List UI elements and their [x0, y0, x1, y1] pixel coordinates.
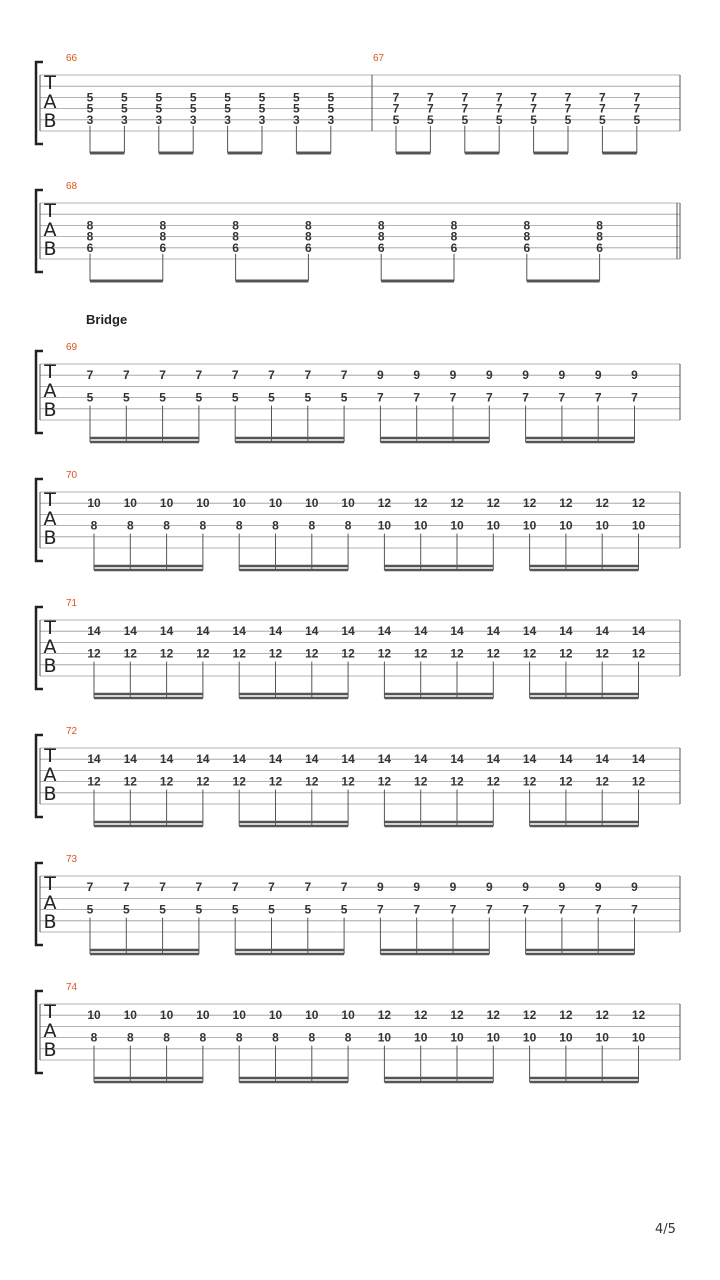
fret-number: 5 [340, 390, 348, 405]
fret-number: 6 [86, 240, 94, 255]
fret-number: 10 [486, 518, 500, 533]
measure-number: 68 [66, 181, 78, 192]
fret-number: 14 [87, 624, 101, 639]
fret-number: 5 [159, 902, 166, 917]
tab-clef-letter: B [43, 783, 57, 805]
fret-number: 7 [392, 90, 400, 105]
fret-number: 8 [272, 518, 279, 533]
fret-number: 7 [122, 880, 130, 895]
fret-number: 12 [559, 774, 573, 789]
fret-number: 12 [196, 646, 210, 661]
fret-number: 5 [293, 90, 300, 105]
fret-number: 8 [344, 1030, 352, 1045]
fret-number: 7 [599, 90, 606, 105]
fret-number: 7 [449, 390, 457, 405]
fret-number: 10 [87, 496, 101, 511]
fret-number: 8 [232, 229, 239, 244]
fret-number: 9 [377, 368, 384, 383]
fret-number: 9 [413, 368, 421, 383]
fret-number: 7 [594, 902, 602, 917]
tab-clef-letter: A [43, 219, 57, 241]
fret-number: 5 [189, 90, 197, 105]
fret-number: 3 [86, 112, 94, 127]
fret-number: 7 [461, 90, 469, 105]
fret-number: 7 [631, 390, 638, 405]
fret-number: 5 [258, 101, 266, 116]
fret-number: 8 [450, 229, 458, 244]
fret-number: 14 [232, 624, 246, 639]
fret-number: 14 [377, 752, 392, 767]
fret-number: 12 [196, 774, 210, 789]
fret-number: 5 [327, 101, 335, 116]
fret-number: 10 [268, 1008, 283, 1023]
fret-number: 14 [522, 752, 537, 767]
tab-clef-letter: T [44, 1001, 56, 1023]
fret-number: 5 [155, 90, 163, 105]
fret-number: 7 [633, 90, 641, 105]
fret-number: 8 [235, 1030, 243, 1045]
fret-number: 9 [449, 368, 457, 383]
fret-number: 8 [344, 518, 352, 533]
fret-number: 7 [485, 390, 493, 405]
fret-number: 12 [559, 496, 573, 511]
fret-number: 8 [523, 218, 531, 233]
fret-number: 10 [631, 518, 646, 533]
fret-number: 10 [595, 1030, 609, 1045]
fret-number: 8 [305, 229, 312, 244]
fret-number: 12 [595, 1008, 609, 1023]
fret-number: 9 [558, 880, 566, 895]
fret-number: 7 [392, 101, 400, 116]
fret-number: 7 [231, 880, 239, 895]
fret-number: 8 [199, 1030, 207, 1045]
fret-number: 12 [486, 774, 500, 789]
fret-number: 8 [272, 1030, 279, 1045]
fret-number: 6 [377, 240, 385, 255]
tab-clef-letter: T [44, 745, 56, 767]
fret-number: 14 [486, 752, 500, 767]
fret-number: 7 [449, 902, 457, 917]
fret-number: 14 [522, 624, 537, 639]
fret-number: 10 [631, 1030, 646, 1045]
fret-number: 5 [231, 902, 239, 917]
tab-clef-letter: A [43, 91, 57, 113]
fret-number: 10 [341, 496, 355, 511]
fret-number: 8 [90, 1030, 98, 1045]
fret-number: 7 [485, 902, 493, 917]
fret-number: 5 [427, 112, 434, 127]
fret-number: 7 [631, 902, 638, 917]
fret-number: 12 [595, 496, 609, 511]
fret-number: 7 [530, 101, 537, 116]
fret-number: 7 [340, 368, 348, 383]
fret-number: 12 [377, 774, 392, 789]
fret-number: 12 [414, 1008, 428, 1023]
fret-number: 12 [159, 774, 174, 789]
fret-number: 10 [522, 1030, 537, 1045]
fret-number: 5 [530, 112, 537, 127]
fret-number: 12 [414, 496, 428, 511]
fret-number: 5 [86, 101, 94, 116]
fret-number: 7 [304, 880, 312, 895]
fret-number: 5 [340, 902, 348, 917]
fret-number: 7 [633, 101, 641, 116]
fret-number: 3 [293, 112, 300, 127]
fret-number: 14 [159, 624, 174, 639]
fret-number: 7 [522, 902, 529, 917]
fret-number: 10 [268, 496, 283, 511]
fret-number: 6 [596, 240, 603, 255]
tab-clef-letter: T [44, 72, 56, 94]
fret-number: 6 [232, 240, 239, 255]
fret-number: 12 [377, 1008, 392, 1023]
fret-number: 14 [159, 752, 174, 767]
fret-number: 12 [123, 646, 137, 661]
fret-number: 7 [268, 368, 275, 383]
fret-number: 7 [461, 101, 469, 116]
fret-number: 7 [268, 880, 275, 895]
tab-clef-letter: T [44, 873, 56, 895]
tab-clef-letter: A [43, 636, 57, 658]
fret-number: 6 [305, 240, 312, 255]
fret-number: 3 [327, 112, 335, 127]
fret-number: 8 [450, 218, 458, 233]
fret-number: 5 [195, 902, 203, 917]
measure-number: 66 [66, 53, 78, 64]
fret-number: 5 [327, 90, 335, 105]
tab-clef-letter: A [43, 764, 57, 786]
measure-number: 70 [66, 470, 78, 481]
fret-number: 9 [558, 368, 566, 383]
measure-number: 69 [66, 342, 78, 353]
measure-number: 67 [373, 53, 385, 64]
fret-number: 14 [232, 752, 246, 767]
fret-number: 14 [341, 752, 355, 767]
fret-number: 10 [377, 518, 392, 533]
page-number: 4/5 [655, 1222, 676, 1237]
fret-number: 8 [235, 518, 243, 533]
fret-number: 7 [377, 390, 384, 405]
fret-number: 7 [413, 390, 421, 405]
fret-number: 7 [558, 902, 566, 917]
fret-number: 14 [196, 752, 210, 767]
tab-clef-letter: B [43, 527, 57, 549]
tab-clef-letter: B [43, 1039, 57, 1061]
fret-number: 10 [305, 1008, 319, 1023]
fret-number: 10 [522, 518, 537, 533]
fret-number: 12 [486, 1008, 500, 1023]
fret-number: 7 [86, 368, 94, 383]
fret-number: 5 [392, 112, 400, 127]
fret-number: 7 [564, 101, 572, 116]
measure-number: 73 [66, 854, 78, 865]
fret-number: 12 [450, 646, 464, 661]
fret-number: 7 [564, 90, 572, 105]
fret-number: 8 [523, 229, 531, 244]
fret-number: 14 [414, 752, 428, 767]
fret-number: 5 [189, 101, 197, 116]
fret-number: 12 [232, 774, 246, 789]
fret-number: 5 [268, 902, 275, 917]
fret-number: 8 [126, 1030, 134, 1045]
fret-number: 5 [268, 390, 275, 405]
tab-clef-letter: A [43, 892, 57, 914]
fret-number: 8 [377, 229, 385, 244]
fret-number: 7 [340, 880, 348, 895]
fret-number: 7 [427, 90, 434, 105]
fret-number: 14 [595, 624, 609, 639]
fret-number: 8 [159, 229, 167, 244]
fret-number: 5 [86, 902, 94, 917]
fret-number: 12 [522, 496, 537, 511]
tab-clef-letter: A [43, 1020, 57, 1042]
fret-number: 7 [304, 368, 312, 383]
fret-number: 7 [427, 101, 434, 116]
fret-number: 10 [196, 496, 210, 511]
fret-number: 8 [163, 518, 170, 533]
fret-number: 9 [449, 880, 457, 895]
fret-number: 10 [232, 1008, 246, 1023]
fret-number: 12 [414, 646, 428, 661]
fret-number: 12 [232, 646, 246, 661]
fret-number: 8 [86, 229, 94, 244]
fret-number: 14 [631, 624, 646, 639]
fret-number: 5 [159, 390, 166, 405]
fret-number: 12 [341, 774, 355, 789]
fret-number: 7 [599, 101, 606, 116]
tab-clef-letter: B [43, 911, 57, 933]
fret-number: 12 [159, 646, 174, 661]
fret-number: 14 [450, 624, 464, 639]
fret-number: 14 [305, 624, 319, 639]
tab-clef-letter: B [43, 238, 57, 260]
fret-number: 10 [87, 1008, 101, 1023]
tab-clef-letter: T [44, 361, 56, 383]
tab-clef-letter: T [44, 200, 56, 222]
fret-number: 10 [486, 1030, 500, 1045]
fret-number: 7 [159, 368, 166, 383]
fret-number: 12 [631, 774, 646, 789]
fret-number: 5 [304, 902, 312, 917]
fret-number: 8 [308, 1030, 316, 1045]
fret-number: 14 [559, 752, 573, 767]
fret-number: 5 [293, 101, 300, 116]
fret-number: 5 [564, 112, 572, 127]
fret-number: 7 [558, 390, 566, 405]
fret-number: 9 [413, 880, 421, 895]
fret-number: 5 [224, 101, 231, 116]
fret-number: 7 [522, 390, 529, 405]
measure-number: 72 [66, 726, 78, 737]
tab-clef-letter: T [44, 617, 56, 639]
fret-number: 10 [196, 1008, 210, 1023]
fret-number: 10 [232, 496, 246, 511]
fret-number: 12 [305, 646, 319, 661]
fret-number: 9 [485, 368, 493, 383]
fret-number: 12 [268, 646, 283, 661]
fret-number: 9 [485, 880, 493, 895]
fret-number: 12 [341, 646, 355, 661]
fret-number: 12 [522, 774, 537, 789]
fret-number: 8 [232, 218, 239, 233]
fret-number: 5 [121, 101, 128, 116]
fret-number: 7 [530, 90, 537, 105]
fret-number: 7 [195, 368, 203, 383]
fret-number: 12 [595, 774, 609, 789]
section-label: Bridge [86, 312, 128, 327]
fret-number: 10 [159, 1008, 174, 1023]
fret-number: 3 [224, 112, 231, 127]
tab-clef-letter: T [44, 489, 56, 511]
fret-number: 14 [559, 624, 573, 639]
fret-number: 5 [633, 112, 641, 127]
fret-number: 5 [304, 390, 312, 405]
fret-number: 12 [450, 1008, 464, 1023]
fret-number: 14 [87, 752, 101, 767]
fret-number: 7 [495, 90, 503, 105]
fret-number: 3 [155, 112, 163, 127]
fret-number: 10 [559, 1030, 573, 1045]
fret-number: 12 [559, 646, 573, 661]
fret-number: 6 [450, 240, 458, 255]
fret-number: 14 [595, 752, 609, 767]
tab-clef-letter: B [43, 399, 57, 421]
fret-number: 10 [123, 496, 137, 511]
fret-number: 8 [596, 218, 603, 233]
fret-number: 14 [631, 752, 646, 767]
measure-number: 74 [66, 982, 78, 993]
fret-number: 9 [377, 880, 384, 895]
fret-number: 10 [414, 1030, 428, 1045]
fret-number: 6 [523, 240, 531, 255]
fret-number: 14 [414, 624, 428, 639]
fret-number: 12 [123, 774, 137, 789]
fret-number: 12 [522, 1008, 537, 1023]
fret-number: 10 [377, 1030, 392, 1045]
fret-number: 12 [87, 646, 101, 661]
fret-number: 8 [308, 518, 316, 533]
fret-number: 12 [414, 774, 428, 789]
fret-number: 12 [522, 646, 537, 661]
fret-number: 9 [594, 368, 602, 383]
fret-number: 12 [595, 646, 609, 661]
fret-number: 14 [450, 752, 464, 767]
fret-number: 5 [86, 90, 94, 105]
fret-number: 3 [121, 112, 128, 127]
fret-number: 7 [377, 902, 384, 917]
fret-number: 14 [123, 752, 137, 767]
fret-number: 10 [341, 1008, 355, 1023]
fret-number: 8 [90, 518, 98, 533]
fret-number: 8 [199, 518, 207, 533]
fret-number: 9 [631, 368, 638, 383]
fret-number: 8 [596, 229, 603, 244]
fret-number: 12 [377, 496, 392, 511]
fret-number: 12 [631, 1008, 646, 1023]
fret-number: 14 [268, 624, 283, 639]
tab-clef-letter: B [43, 110, 57, 132]
fret-number: 7 [413, 902, 421, 917]
fret-number: 5 [155, 101, 163, 116]
fret-number: 12 [631, 646, 646, 661]
fret-number: 14 [341, 624, 355, 639]
fret-number: 5 [231, 390, 239, 405]
fret-number: 14 [196, 624, 210, 639]
fret-number: 12 [268, 774, 283, 789]
fret-number: 12 [450, 774, 464, 789]
fret-number: 9 [522, 880, 529, 895]
fret-number: 5 [121, 90, 128, 105]
fret-number: 7 [86, 880, 94, 895]
fret-number: 14 [268, 752, 283, 767]
fret-number: 7 [594, 390, 602, 405]
fret-number: 12 [486, 646, 500, 661]
fret-number: 5 [86, 390, 94, 405]
fret-number: 5 [122, 390, 130, 405]
fret-number: 5 [195, 390, 203, 405]
fret-number: 3 [189, 112, 197, 127]
tab-clef-letter: A [43, 508, 57, 530]
fret-number: 14 [123, 624, 137, 639]
fret-number: 8 [163, 1030, 170, 1045]
fret-number: 10 [450, 1030, 464, 1045]
fret-number: 12 [450, 496, 464, 511]
fret-number: 9 [594, 880, 602, 895]
fret-number: 3 [258, 112, 266, 127]
fret-number: 12 [87, 774, 101, 789]
fret-number: 10 [305, 496, 319, 511]
fret-number: 8 [305, 218, 312, 233]
fret-number: 5 [599, 112, 606, 127]
fret-number: 9 [631, 880, 638, 895]
fret-number: 7 [195, 880, 203, 895]
fret-number: 14 [377, 624, 392, 639]
fret-number: 10 [450, 518, 464, 533]
fret-number: 14 [486, 624, 500, 639]
fret-number: 10 [159, 496, 174, 511]
fret-number: 12 [486, 496, 500, 511]
fret-number: 12 [559, 1008, 573, 1023]
fret-number: 5 [495, 112, 503, 127]
fret-number: 6 [159, 240, 167, 255]
tab-clef-letter: A [43, 380, 57, 402]
fret-number: 10 [559, 518, 573, 533]
fret-number: 12 [631, 496, 646, 511]
fret-number: 12 [305, 774, 319, 789]
fret-number: 8 [126, 518, 134, 533]
fret-number: 5 [224, 90, 231, 105]
fret-number: 5 [122, 902, 130, 917]
fret-number: 5 [461, 112, 469, 127]
fret-number: 12 [377, 646, 392, 661]
fret-number: 10 [123, 1008, 137, 1023]
fret-number: 5 [258, 90, 266, 105]
fret-number: 9 [522, 368, 529, 383]
fret-number: 7 [159, 880, 166, 895]
tab-clef-letter: B [43, 655, 57, 677]
measure-number: 71 [66, 598, 78, 609]
fret-number: 7 [122, 368, 130, 383]
fret-number: 14 [305, 752, 319, 767]
fret-number: 8 [159, 218, 167, 233]
fret-number: 10 [414, 518, 428, 533]
fret-number: 8 [86, 218, 94, 233]
fret-number: 7 [231, 368, 239, 383]
fret-number: 10 [595, 518, 609, 533]
fret-number: 8 [377, 218, 385, 233]
fret-number: 7 [495, 101, 503, 116]
